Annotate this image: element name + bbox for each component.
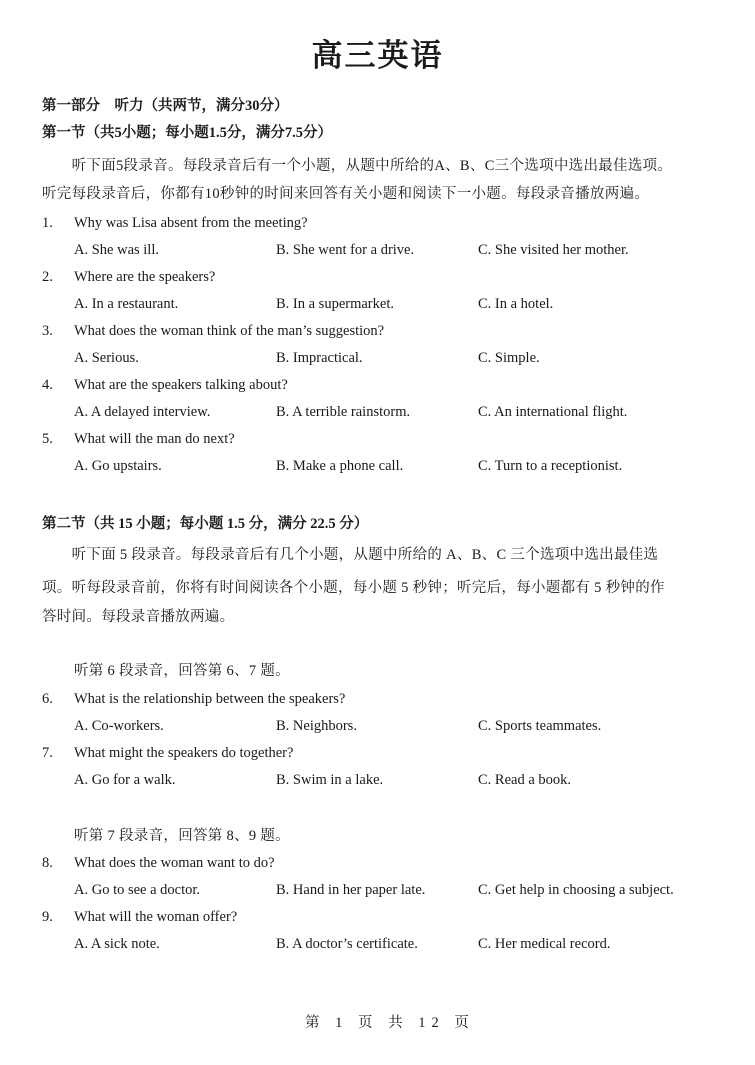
- question-text: What does the woman think of the man’s suggestion?: [74, 323, 385, 339]
- option-a: A. Go for a walk.: [74, 772, 176, 788]
- question-number: 8.: [42, 855, 53, 871]
- instructions: 听完每段录音后，你都有10秒钟的时间来回答有关小题和阅读下一小题。每段录音播放两遍。: [42, 186, 650, 202]
- option-c: C. Turn to a receptionist.: [478, 458, 623, 474]
- question-number: 9.: [42, 909, 53, 925]
- question-number: 6.: [42, 691, 53, 707]
- section-heading: 第一节（共5小题；每小题1.5分，满分7.5分）: [42, 125, 332, 141]
- option-c: C. An international flight.: [478, 404, 628, 420]
- question-number: 1.: [42, 215, 53, 231]
- page-title: 高三英语: [311, 38, 444, 74]
- question-text: What might the speakers do together?: [74, 745, 294, 761]
- instructions: 项。听每段录音前，你将有时间阅读各个小题，每小题 5 秒钟；听完后，每小题都有 5 秒钟的作: [42, 580, 665, 596]
- passage-note: 听第 7 段录音，回答第 8、9 题。: [74, 828, 290, 844]
- option-b: B. She went for a drive.: [276, 242, 415, 258]
- question-text: What will the woman offer?: [74, 909, 238, 925]
- option-b: B. Swim in a lake.: [276, 772, 384, 788]
- option-c: C. Simple.: [478, 350, 540, 366]
- option-a: A. Go to see a doctor.: [74, 882, 201, 898]
- question-text: What is the relationship between the speakers?: [74, 691, 346, 707]
- option-a: A. A sick note.: [74, 936, 160, 952]
- question-text: Where are the speakers?: [74, 269, 216, 285]
- instructions: 听下面5段录音。每段录音后有一个小题，从题中所给的A、B、C三个选项中选出最佳选项。: [42, 158, 673, 174]
- option-b: B. In a supermarket.: [276, 296, 394, 312]
- option-b: B. Hand in her paper late.: [276, 882, 426, 898]
- part-heading: 第一部分 听力（共两节，满分30分）: [42, 98, 289, 114]
- question-text: What are the speakers talking about?: [74, 377, 288, 393]
- option-a: A. In a restaurant.: [74, 296, 179, 312]
- option-b: B. A terrible rainstorm.: [276, 404, 411, 420]
- option-a: A. A delayed interview.: [74, 404, 211, 420]
- instructions: 听下面 5 段录音。每段录音后有几个小题，从题中所给的 A、B、C 三个选项中选出最佳选: [42, 547, 659, 563]
- passage-note: 听第 6 段录音，回答第 6、7 题。: [74, 663, 290, 679]
- question-text: What will the man do next?: [74, 431, 235, 447]
- question-number: 3.: [42, 323, 53, 339]
- option-b: B. Neighbors.: [276, 718, 357, 734]
- question-number: 2.: [42, 269, 53, 285]
- option-c: C. She visited her mother.: [478, 242, 629, 258]
- option-a: A. Serious.: [74, 350, 139, 366]
- option-b: B. A doctor’s certificate.: [276, 936, 418, 952]
- question-text: Why was Lisa absent from the meeting?: [74, 215, 308, 231]
- option-b: B. Impractical.: [276, 350, 363, 366]
- instructions: 答时间。每段录音播放两遍。: [42, 609, 235, 625]
- section-heading: 第二节（共 15 小题；每小题 1.5 分，满分 22.5 分）: [42, 516, 369, 532]
- option-c: C. Get help in choosing a subject.: [478, 882, 674, 898]
- option-a: A. Co-workers.: [74, 718, 164, 734]
- question-number: 7.: [42, 745, 53, 761]
- option-c: C. Sports teammates.: [478, 718, 602, 734]
- page-footer: 第 1 页 共 12 页: [305, 1015, 475, 1031]
- option-b: B. Make a phone call.: [276, 458, 404, 474]
- option-c: C. Her medical record.: [478, 936, 611, 952]
- question-number: 5.: [42, 431, 53, 447]
- option-a: A. She was ill.: [74, 242, 159, 258]
- option-a: A. Go upstairs.: [74, 458, 162, 474]
- question-number: 4.: [42, 377, 53, 393]
- option-c: C. In a hotel.: [478, 296, 554, 312]
- option-c: C. Read a book.: [478, 772, 572, 788]
- question-text: What does the woman want to do?: [74, 855, 275, 871]
